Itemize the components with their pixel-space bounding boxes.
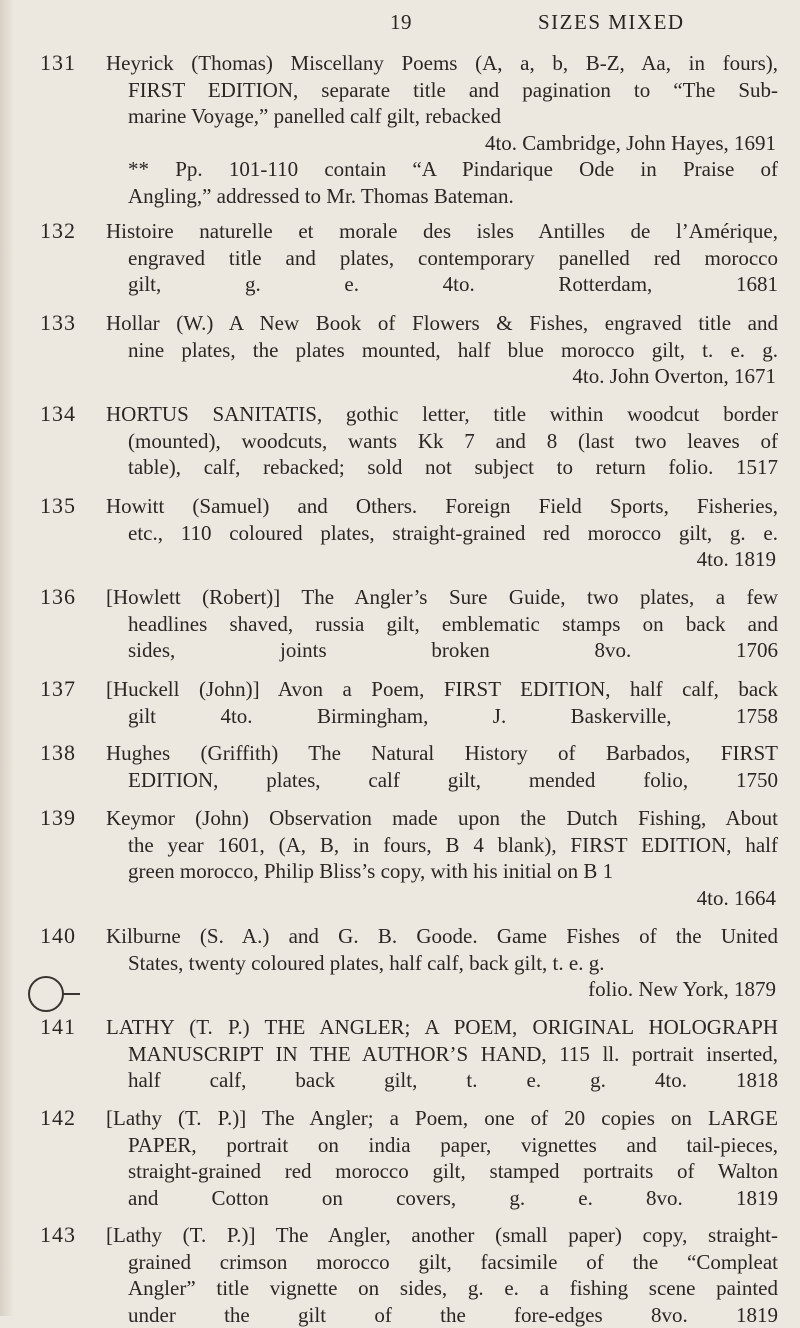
margin-marker-icon bbox=[28, 976, 64, 1012]
lot-description bbox=[106, 218, 778, 298]
lot-line: 4to. 1664 bbox=[106, 885, 778, 912]
lot-line: sides, joints broken 8vo. 1706 bbox=[106, 637, 778, 664]
lot-line: Angling,” addressed to Mr. Thomas Bateman. bbox=[106, 183, 778, 210]
lot-line: Angler” title vignette on sides, g. e. a fishing scene painted bbox=[106, 1275, 778, 1302]
lot-line: Hughes (Griffith) The Natural History of Barbados, FIRST bbox=[106, 740, 778, 767]
lot-number: 141 bbox=[40, 1014, 76, 1040]
lot-line: ** Pp. 101-110 contain “A Pindarique Ode in Praise of bbox=[106, 156, 778, 183]
lot-line: FIRST EDITION, separate title and pagination to “The Sub- bbox=[106, 77, 778, 104]
lot-line: Histoire naturelle et morale des isles Antilles de l’Amérique, bbox=[106, 218, 778, 245]
lot-line: and Cotton on covers, g. e. 8vo. 1819 bbox=[106, 1185, 778, 1212]
page-number: 19 bbox=[390, 10, 412, 35]
lot-description bbox=[106, 1014, 778, 1094]
lot-description bbox=[106, 676, 778, 729]
lot-description bbox=[106, 493, 778, 573]
lot-description bbox=[106, 1105, 778, 1211]
lot-line: 4to. John Overton, 1671 bbox=[106, 363, 778, 390]
lot-description bbox=[106, 584, 778, 664]
lot-description bbox=[106, 740, 778, 793]
lot-line: under the gilt of the fore-edges 8vo. 1819 bbox=[106, 1302, 778, 1328]
lot-description bbox=[106, 401, 778, 481]
lot-line: straight-grained red morocco gilt, stamped portraits of Walton bbox=[106, 1158, 778, 1185]
lot-line: headlines shaved, russia gilt, emblematic stamps on back and bbox=[106, 611, 778, 638]
lot-line: gilt, g. e. 4to. Rotterdam, 1681 bbox=[106, 271, 778, 298]
margin-arrow-icon bbox=[62, 993, 80, 995]
lot-number: 136 bbox=[40, 584, 76, 610]
lot-line: nine plates, the plates mounted, half blue morocco gilt, t. e. g. bbox=[106, 337, 778, 364]
lot-number: 133 bbox=[40, 310, 76, 336]
lot-line: engraved title and plates, contemporary panelled red morocco bbox=[106, 245, 778, 272]
lot-line: green morocco, Philip Bliss’s copy, with his initial on B 1 bbox=[106, 858, 778, 885]
lot-number: 142 bbox=[40, 1105, 76, 1131]
lot-description bbox=[106, 805, 778, 911]
lot-line: PAPER, portrait on india paper, vignettes and tail-pieces, bbox=[106, 1132, 778, 1159]
lot-line: Kilburne (S. A.) and G. B. Goode. Game Fishes of the United bbox=[106, 923, 778, 950]
lot-description bbox=[106, 923, 778, 1003]
lot-line: table), calf, rebacked; sold not subject to return folio. 1517 bbox=[106, 454, 778, 481]
lot-line: 4to. 1819 bbox=[106, 546, 778, 573]
lot-number: 135 bbox=[40, 493, 76, 519]
lot-description bbox=[106, 310, 778, 390]
lot-number: 137 bbox=[40, 676, 76, 702]
lot-line: [Howlett (Robert)] The Angler’s Sure Guide, two plates, a few bbox=[106, 584, 778, 611]
lot-number: 138 bbox=[40, 740, 76, 766]
lot-number: 132 bbox=[40, 218, 76, 244]
lot-line: LATHY (T. P.) THE ANGLER; A POEM, ORIGINAL HOLOGRAPH bbox=[106, 1014, 778, 1041]
lot-number: 139 bbox=[40, 805, 76, 831]
lot-description bbox=[106, 50, 778, 209]
lot-line: half calf, back gilt, t. e. g. 4to. 1818 bbox=[106, 1067, 778, 1094]
lot-line: [Lathy (T. P.)] The Angler, another (small paper) copy, straight- bbox=[106, 1222, 778, 1249]
lot-line: marine Voyage,” panelled calf gilt, rebacked bbox=[106, 103, 778, 130]
lot-number: 143 bbox=[40, 1222, 76, 1248]
lot-line: [Lathy (T. P.)] The Angler; a Poem, one of 20 copies on LARGE bbox=[106, 1105, 778, 1132]
lot-line: MANUSCRIPT IN THE AUTHOR’S HAND, 115 ll. portrait inserted, bbox=[106, 1041, 778, 1068]
lot-line: Heyrick (Thomas) Miscellany Poems (A, a, b, B-Z, Aa, in fours), bbox=[106, 50, 778, 77]
page-edge-shadow bbox=[0, 0, 14, 1316]
lot-line: the year 1601, (A, B, in fours, B 4 blank), FIRST EDITION, half bbox=[106, 832, 778, 859]
running-head: SIZES MIXED bbox=[538, 10, 685, 35]
page-header bbox=[0, 10, 800, 40]
lot-line: (mounted), woodcuts, wants Kk 7 and 8 (last two leaves of bbox=[106, 428, 778, 455]
lot-line: 4to. Cambridge, John Hayes, 1691 bbox=[106, 130, 778, 157]
lot-line: HORTUS SANITATIS, gothic letter, title within woodcut border bbox=[106, 401, 778, 428]
lot-number: 140 bbox=[40, 923, 76, 949]
lot-line: gilt 4to. Birmingham, J. Baskerville, 1758 bbox=[106, 703, 778, 730]
lot-line: States, twenty coloured plates, half calf, back gilt, t. e. g. bbox=[106, 950, 778, 977]
lot-number: 134 bbox=[40, 401, 76, 427]
lot-line: grained crimson morocco gilt, facsimile of the “Compleat bbox=[106, 1249, 778, 1276]
lot-line: folio. New York, 1879 bbox=[106, 976, 778, 1003]
lot-description bbox=[106, 1222, 778, 1328]
lot-line: Hollar (W.) A New Book of Flowers & Fishes, engraved title and bbox=[106, 310, 778, 337]
lot-number: 131 bbox=[40, 50, 76, 76]
lot-line: EDITION, plates, calf gilt, mended folio, 1750 bbox=[106, 767, 778, 794]
lot-line: [Huckell (John)] Avon a Poem, FIRST EDITION, half calf, back bbox=[106, 676, 778, 703]
lot-line: Howitt (Samuel) and Others. Foreign Field Sports, Fisheries, bbox=[106, 493, 778, 520]
lot-line: etc., 110 coloured plates, straight-grained red morocco gilt, g. e. bbox=[106, 520, 778, 547]
lot-line: Keymor (John) Observation made upon the Dutch Fishing, About bbox=[106, 805, 778, 832]
